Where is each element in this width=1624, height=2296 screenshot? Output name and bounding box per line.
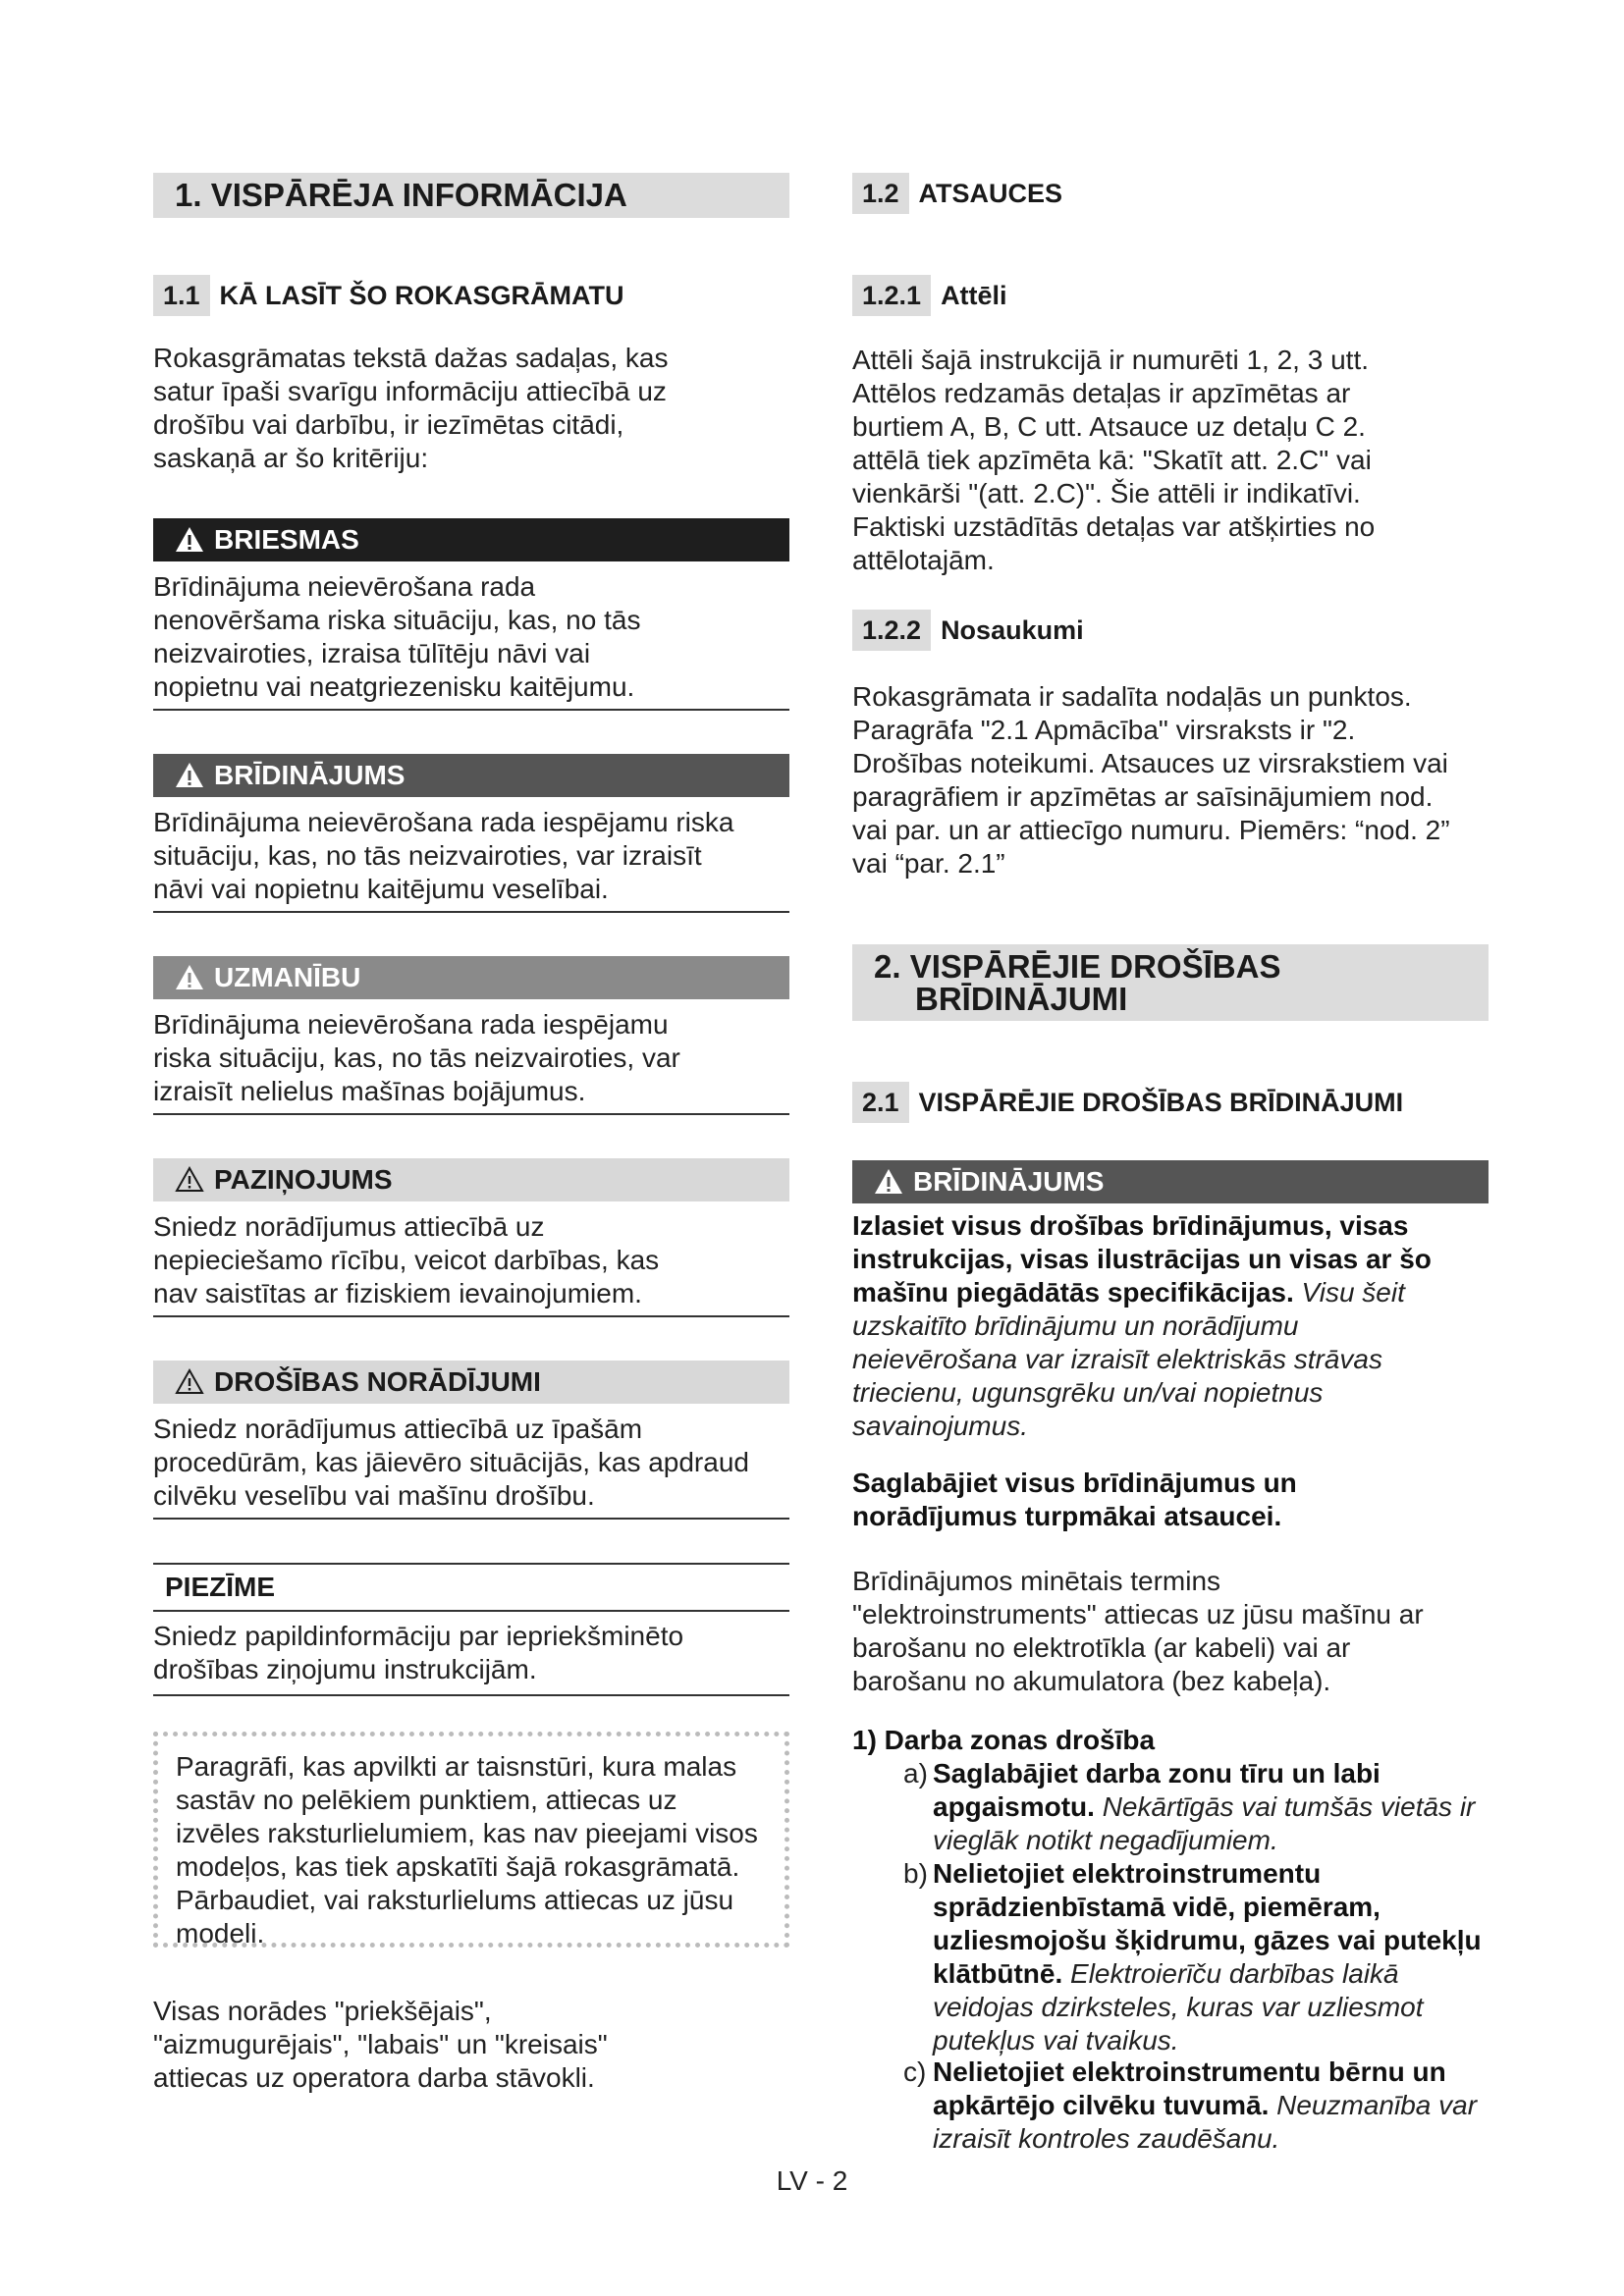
section-1-heading (153, 173, 789, 218)
work-area-title: 1) Darba zonas drošība (852, 1725, 1156, 1755)
subsection-number: 1.2 (852, 173, 909, 214)
divider (153, 709, 789, 711)
work-area-item-c (903, 2056, 1492, 2156)
general-warning-label: BRĪDINĀJUMS (913, 1166, 1105, 1197)
danger-bar (153, 518, 789, 561)
subsection-1-1-heading (153, 275, 624, 316)
divider (153, 911, 789, 913)
caution-bar (153, 956, 789, 999)
item-marker: b) (903, 1858, 928, 1889)
page-number: LV - 2 (776, 2165, 848, 2196)
general-warning-bar (852, 1160, 1489, 1203)
subsection-title: Attēli (941, 281, 1007, 310)
titles-paragraph: Rokasgrāmata ir sadalīta nodaļās un punktos. Paragrāfa "2.1 Apmācība" virsraksts ir "2. Drošības noteikumi. Atsauces uz virsrakstiem vai paragrāfiem ir apzīmētas ar saīsinājumiem nod. vai par. un ar attiecīgo numuru. Piemērs: “nod. 2” vai “par. 2.1” (852, 681, 1450, 879)
safety-instructions-text: Sniedz norādījumus attiecībā uz īpašām procedūrām, kas jāievēro situācijās, kas apdraud cilvēku veselību vai mašīnu drošību. (153, 1414, 749, 1511)
notice-bar (153, 1158, 789, 1201)
warning-bar (153, 754, 789, 797)
note-label: PIEZĪME (165, 1572, 276, 1602)
warning-text: Brīdinājuma neievērošana rada iespējamu riska situāciju, kas, no tās neizvairoties, var izraisīt nāvi vai nopietnu kaitējumu veselībai. (153, 807, 734, 904)
divider (153, 1563, 789, 1565)
item-bold: Nelietojiet elektroinstrumentu bērnu un apkārtējo cilvēku tuvumā. (933, 2056, 1446, 2120)
item-text (933, 2056, 1492, 2156)
caution-label: UZMANĪBU (214, 962, 361, 992)
item-bold: Nelietojiet elektroinstrumentu sprādzienbīstamā vidē, piemēram, uzliesmojošu šķidrumu, gāzes vai putekļu klātbūtnē. (933, 1858, 1482, 1989)
warning-triangle-outline-icon (175, 1368, 204, 1395)
subsection-1-2-heading (852, 173, 1062, 214)
caution-text: Brīdinājuma neievērošana rada iespējamu riska situāciju, kas, no tās neizvairoties, var izraisīt nelielus mašīnas bojājumus. (153, 1009, 680, 1106)
warning-triangle-outline-icon (175, 1166, 204, 1193)
divider (153, 1518, 789, 1520)
item-text (933, 1857, 1492, 2057)
subsection-number: 2.1 (852, 1082, 909, 1123)
note-heading (165, 1568, 275, 1607)
danger-label: BRIESMAS (214, 524, 359, 555)
item-marker: c) (903, 2056, 927, 2087)
subsection-title: Nosaukumi (941, 615, 1084, 645)
warning-triangle-icon (874, 1168, 903, 1195)
safety-instructions-bar (153, 1361, 789, 1404)
subsection-number: 1.2.2 (852, 610, 931, 651)
item-italic: Elektroierīču darbības laikā veidojas dzirksteles, kuras var uzliesmot putekļus vai tvaikus. (933, 1958, 1424, 2056)
warning-triangle-icon (175, 762, 204, 788)
divider (153, 1694, 789, 1696)
general-warning-italic: Visu šeit uzskaitīto brīdinājumu un norādījumu neievērošana var izraisīt elektriskās strāvas triecienu, ugunsgrēku un/vai nopietnus savainojumus. (852, 1277, 1405, 1441)
subsection-1-2-1-heading (852, 275, 1007, 316)
general-warning-text (852, 1209, 1441, 1443)
subsection-1-2-2-heading (852, 610, 1084, 651)
section-2-title-line1: 2. VISPĀRĒJIE DROŠĪBAS (874, 948, 1281, 985)
subsection-number: 1.1 (153, 275, 210, 316)
safety-instructions-label: DROŠĪBAS NORĀDĪJUMI (214, 1366, 541, 1397)
divider (153, 1610, 789, 1612)
notice-label: PAZIŅOJUMS (214, 1164, 393, 1195)
subsection-number: 1.2.1 (852, 275, 931, 316)
term-paragraph: Brīdinājumos minētais termins "elektroinstruments" attiecas uz jūsu mašīnu ar barošanu no elektrotīkla (ar kabeli) vai ar barošanu no akumulatora (bez kabeļa). (852, 1566, 1424, 1696)
item-italic: Nekārtīgās vai tumšās vietās ir vieglāk notikt negadījumiem. (933, 1791, 1476, 1855)
keep-instructions-text: Saglabājiet visus brīdinājumus un norādījumus turpmākai atsaucei. (852, 1468, 1297, 1531)
intro-paragraph: Rokasgrāmatas tekstā dažas sadaļas, kas satur īpaši svarīgu informāciju attiecībā uz drošību vai darbību, ir iezīmētas citādi, saskaņā ar šo kritēriju: (153, 343, 669, 473)
section-2-heading (852, 944, 1489, 1021)
divider (153, 1315, 789, 1317)
general-warning-bold: Izlasiet visus drošības brīdinājumus, visas instrukcijas, visas ilustrācijas un visas ar šo mašīnu piegādātās specifikācijas. (852, 1210, 1432, 1308)
warning-label: BRĪDINĀJUMS (214, 760, 406, 790)
warning-triangle-icon (175, 964, 204, 990)
item-text (933, 1757, 1492, 1857)
warning-triangle-icon (175, 526, 204, 553)
danger-text: Brīdinājuma neievērošana rada nenovēršama riska situāciju, kas, no tās neizvairoties, izraisa tūlītēju nāvi vai nopietnu vai neatgriezenisku kaitējumu. (153, 571, 641, 702)
section-1-title: 1. VISPĀRĒJA INFORMĀCIJA (175, 177, 627, 213)
work-area-heading (852, 1724, 1155, 1757)
section-2-title-line2: BRĪDINĀJUMI (915, 981, 1128, 1017)
notice-text: Sniedz norādījumus attiecībā uz nepieciešamo rīcību, veicot darbības, kas nav saistītas ar fiziskiem ievainojumiem. (153, 1211, 660, 1308)
work-area-item-b (903, 1857, 1492, 2057)
subsection-title: ATSAUCES (918, 179, 1063, 208)
subsection-title: KĀ LASĪT ŠO ROKASGRĀMATU (219, 281, 624, 310)
optional-feature-box (153, 1732, 789, 1948)
figures-paragraph: Attēli šajā instrukcijā ir numurēti 1, 2, 3 utt. Attēlos redzamās detaļas ir apzīmētas ar burtiem A, B, C utt. Atsauce uz detaļu C 2. attēlā tiek apzīmēta kā: "Skatīt att. 2.C" vai vienkārši "(att. 2.C)". Šie attēli ir indikatīvi. Faktiski uzstādītās detaļas var atšķirties no attēlotajām. (852, 345, 1376, 575)
item-italic: Neuzmanība var izraisīt kontroles zaudēšanu. (933, 2090, 1478, 2154)
directions-paragraph: Visas norādes "priekšējais", "aizmugurējais", "labais" un "kreisais" attiecas uz operatora darba stāvokli. (153, 1996, 608, 2093)
note-text: Sniedz papildinformāciju par iepriekšminēto drošības ziņojumu instrukcijām. (153, 1621, 684, 1684)
item-bold: Saglabājiet darba zonu tīru un labi apgaismotu. (933, 1758, 1380, 1822)
work-area-item-a (903, 1757, 1492, 1857)
optional-feature-text: Paragrāfi, kas apvilkti ar taisnstūri, kura malas sastāv no pelēkiem punktiem, attiecas uz izvēles raksturlielumiem, kas nav pieejami visos modeļos, kas tiek apskatīti šajā rokasgrāmatā. Pārbaudiet, vai raksturlielums attiecas uz jūsu modeli. (176, 1751, 758, 1949)
subsection-2-1-heading (852, 1082, 1403, 1123)
item-marker: a) (903, 1758, 928, 1789)
subsection-title: VISPĀRĒJIE DROŠĪBAS BRĪDINĀJUMI (918, 1088, 1404, 1117)
divider (153, 1113, 789, 1115)
